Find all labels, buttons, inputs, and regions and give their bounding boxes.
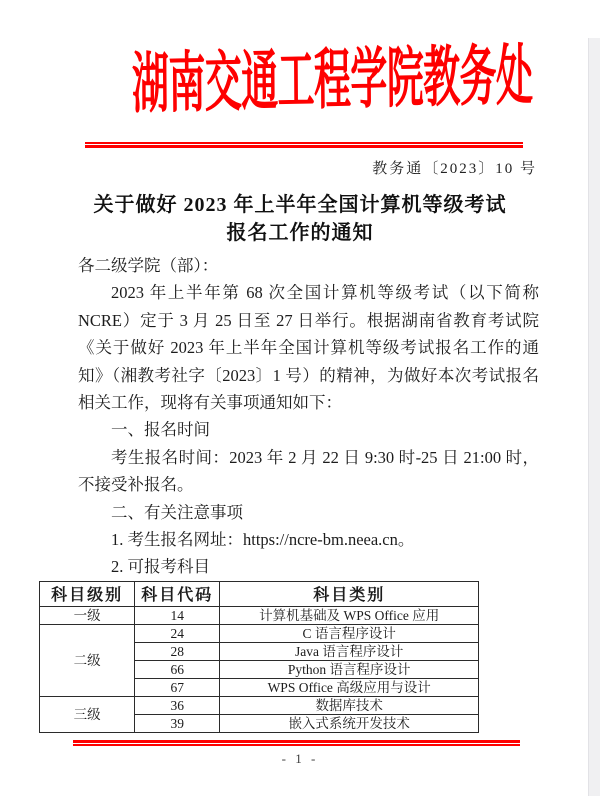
table-header-level: 科目级别 — [40, 581, 135, 606]
subject-name-cell: 计算机基础及 WPS Office 应用 — [220, 606, 479, 624]
subject-level-cell: 一级 — [40, 606, 135, 624]
subject-name-cell: 数据库技术 — [220, 696, 479, 714]
notice-body — [78, 252, 539, 581]
section2-heading: 二、有关注意事项 — [111, 502, 243, 522]
table-header-code: 科目代码 — [135, 581, 220, 606]
subject-code-cell: 28 — [135, 642, 220, 660]
table-row — [40, 606, 479, 624]
subject-code-cell: 36 — [135, 696, 220, 714]
letterhead-divider-thick-line — [85, 145, 523, 148]
table-header-category: 科目类别 — [220, 581, 479, 606]
intro-paragraph: 2023 年上半年第 68 次全国计算机等级考试（以下简称 NCRE）定于 3 月 25 日至 27 日举行。根据湖南省教育考试院《关于做好 2023 年上半年全国计算机等级考试报名工作的通知》（湘教考社字〔2023〕1 号）的精神，为做好本次考试报名相关工作，现将有关事项通知如下： — [78, 283, 539, 413]
document-number: 教务通〔2023〕10 号 — [372, 161, 537, 177]
subject-code-cell: 39 — [135, 714, 220, 732]
table-row — [40, 696, 479, 714]
subject-name-cell: 嵌入式系统开发技术 — [220, 714, 479, 732]
subject-name-cell: Python 语言程序设计 — [220, 660, 479, 678]
section1-heading: 一、报名时间 — [111, 420, 210, 440]
subject-name-cell: WPS Office 高级应用与设计 — [220, 678, 479, 696]
subject-name-cell: Java 语言程序设计 — [220, 642, 479, 660]
letterhead-org-name: 湖南交通工程学院教务处 — [131, 37, 533, 121]
subject-code-cell: 14 — [135, 606, 220, 624]
subject-level-cell: 三级 — [40, 696, 135, 732]
subject-code-cell: 24 — [135, 624, 220, 642]
letterhead-divider — [85, 142, 523, 148]
subjects-table — [39, 581, 479, 733]
notice-title — [0, 191, 600, 247]
scan-edge-shadow — [588, 38, 600, 796]
document-page — [0, 38, 600, 796]
footer-divider-thin-line — [73, 744, 520, 746]
notice-title-line2: 报名工作的通知 — [226, 222, 374, 244]
table-row — [40, 624, 479, 642]
subject-name-cell: C 语言程序设计 — [220, 624, 479, 642]
page-number: - 1 - — [281, 750, 319, 766]
footer-divider — [73, 740, 520, 746]
salutation: 各二级学院（部）： — [78, 256, 219, 275]
notice-title-line1: 关于做好 2023 年上半年全国计算机等级考试 — [93, 194, 507, 216]
subject-code-cell: 67 — [135, 678, 220, 696]
section1-body: 考生报名时间：2023 年 2 月 22 日 9:30 时-25 日 21:00 时，不接受补报名。 — [78, 447, 539, 495]
table-header-row — [40, 581, 479, 606]
subjects-item: 2. 可报考科目 — [111, 557, 210, 577]
registration-url-item: 1. 考生报名网址：https://ncre-bm.neea.cn。 — [111, 530, 415, 550]
subject-code-cell: 66 — [135, 660, 220, 678]
subject-level-cell: 二级 — [40, 624, 135, 696]
